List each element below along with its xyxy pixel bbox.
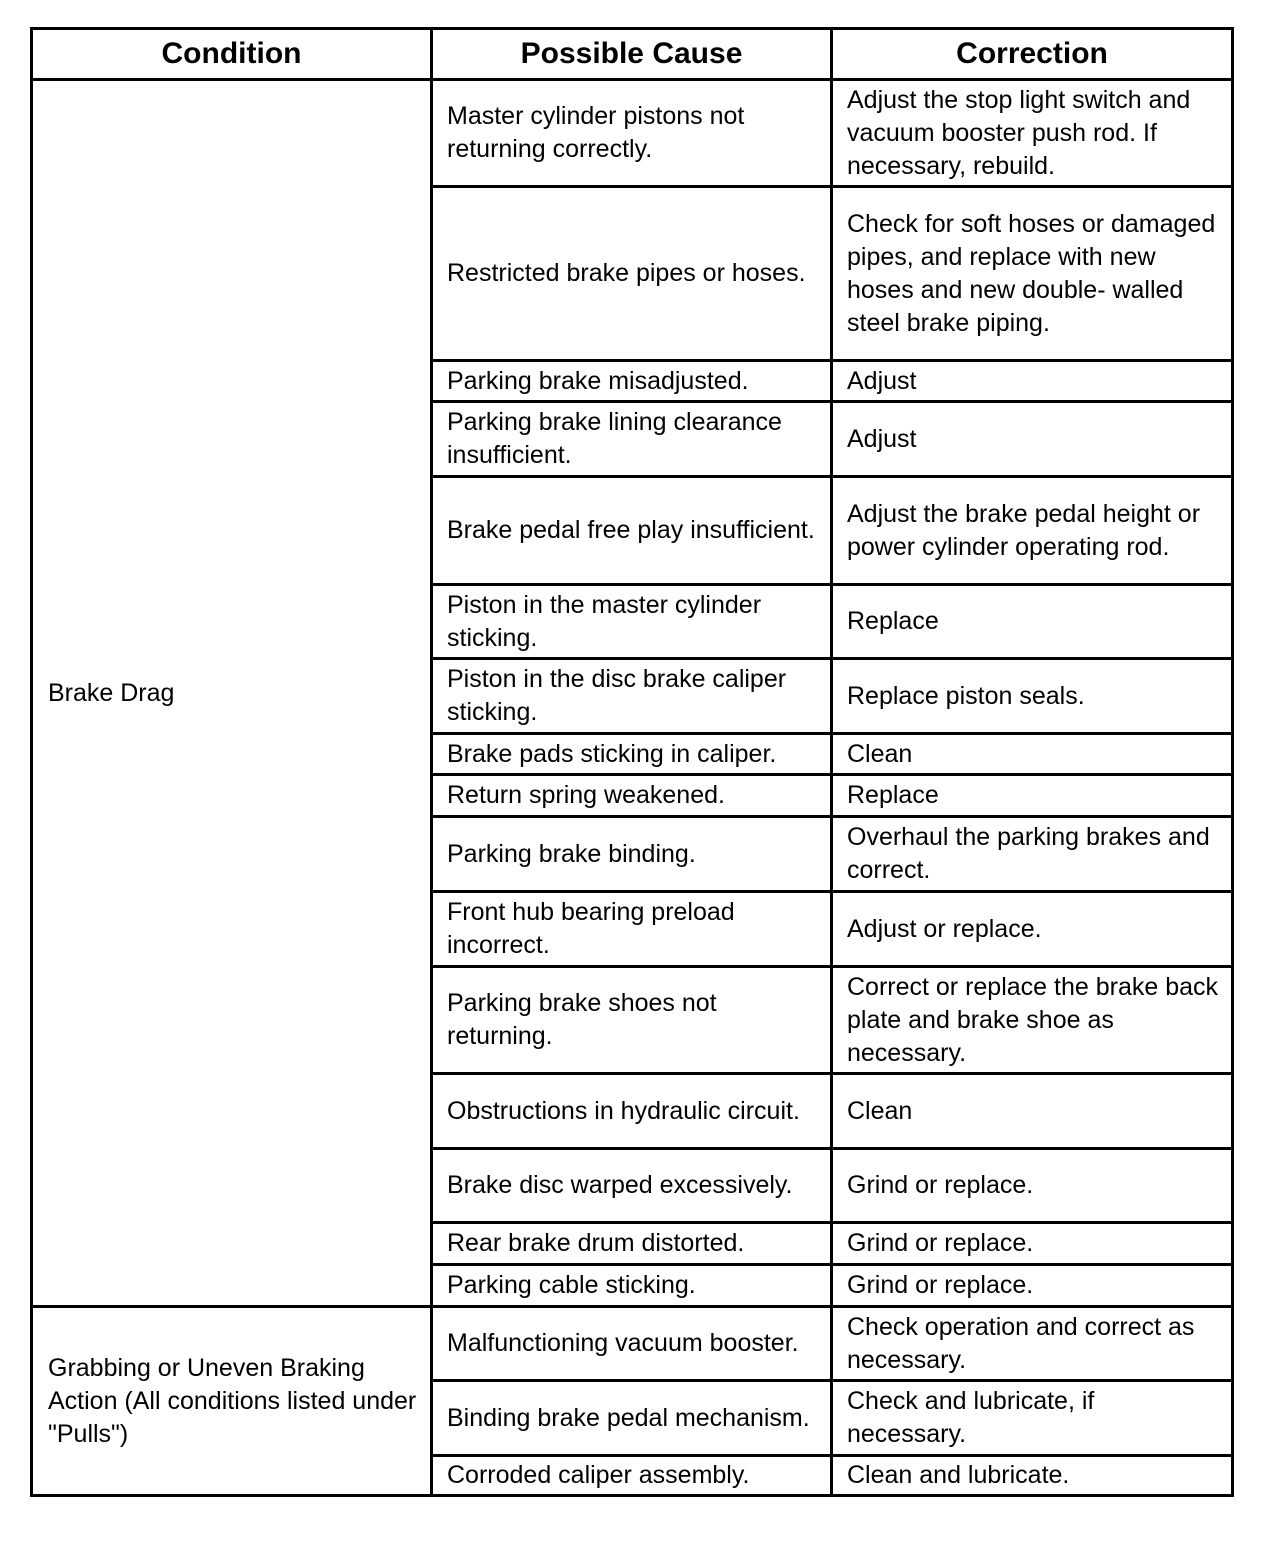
cause-cell: Parking brake misadjusted.: [432, 361, 832, 402]
header-possible-cause: Possible Cause: [432, 29, 832, 80]
cause-cell: Restricted brake pipes or hoses.: [432, 187, 832, 361]
condition-cell: Brake Drag: [32, 80, 432, 1307]
cause-cell: Piston in the disc brake caliper sticking.: [432, 659, 832, 734]
cause-cell: Brake pads sticking in caliper.: [432, 734, 832, 775]
correction-cell: Grind or replace.: [832, 1149, 1233, 1223]
correction-cell: Check and lubricate, if necessary.: [832, 1381, 1233, 1456]
correction-cell: Replace: [832, 585, 1233, 659]
correction-cell: Correct or replace the brake back plate and brake shoe as necessary.: [832, 967, 1233, 1074]
table-row: [32, 80, 1233, 187]
header-correction: Correction: [832, 29, 1233, 80]
cause-cell: Parking brake lining clearance insufficient.: [432, 402, 832, 477]
cause-cell: Rear brake drum distorted.: [432, 1223, 832, 1265]
cause-cell: Parking brake binding.: [432, 817, 832, 892]
cause-cell: Obstructions in hydraulic circuit.: [432, 1074, 832, 1149]
troubleshooting-table: [30, 27, 1234, 1497]
correction-cell: Grind or replace.: [832, 1265, 1233, 1307]
correction-cell: Overhaul the parking brakes and correct.: [832, 817, 1233, 892]
correction-cell: Clean and lubricate.: [832, 1456, 1233, 1496]
table-header: [32, 29, 1233, 80]
cause-cell: Return spring weakened.: [432, 775, 832, 817]
correction-cell: Clean: [832, 1074, 1233, 1149]
cause-cell: Parking cable sticking.: [432, 1265, 832, 1307]
condition-cell: Grabbing or Uneven Braking Action (All conditions listed under "Pulls"): [32, 1307, 432, 1496]
correction-cell: Adjust: [832, 361, 1233, 402]
cause-cell: Corroded caliper assembly.: [432, 1456, 832, 1496]
header-condition: Condition: [32, 29, 432, 80]
correction-cell: Replace: [832, 775, 1233, 817]
cause-cell: Malfunctioning vacuum booster.: [432, 1307, 832, 1381]
correction-cell: Check for soft hoses or damaged pipes, and replace with new hoses and new double- walled steel brake piping.: [832, 187, 1233, 361]
correction-cell: Check operation and correct as necessary.: [832, 1307, 1233, 1381]
correction-cell: Adjust or replace.: [832, 892, 1233, 967]
cause-cell: Brake pedal free play insufficient.: [432, 477, 832, 585]
header-row: [32, 29, 1233, 80]
correction-cell: Adjust the brake pedal height or power cylinder operating rod.: [832, 477, 1233, 585]
cause-cell: Parking brake shoes not returning.: [432, 967, 832, 1074]
table-body: [32, 80, 1233, 1496]
cause-cell: Master cylinder pistons not returning correctly.: [432, 80, 832, 187]
table-row: [32, 1307, 1233, 1381]
correction-cell: Replace piston seals.: [832, 659, 1233, 734]
cause-cell: Brake disc warped excessively.: [432, 1149, 832, 1223]
correction-cell: Clean: [832, 734, 1233, 775]
correction-cell: Adjust: [832, 402, 1233, 477]
correction-cell: Adjust the stop light switch and vacuum booster push rod. If necessary, rebuild.: [832, 80, 1233, 187]
cause-cell: Piston in the master cylinder sticking.: [432, 585, 832, 659]
correction-cell: Grind or replace.: [832, 1223, 1233, 1265]
cause-cell: Binding brake pedal mechanism.: [432, 1381, 832, 1456]
cause-cell: Front hub bearing preload incorrect.: [432, 892, 832, 967]
